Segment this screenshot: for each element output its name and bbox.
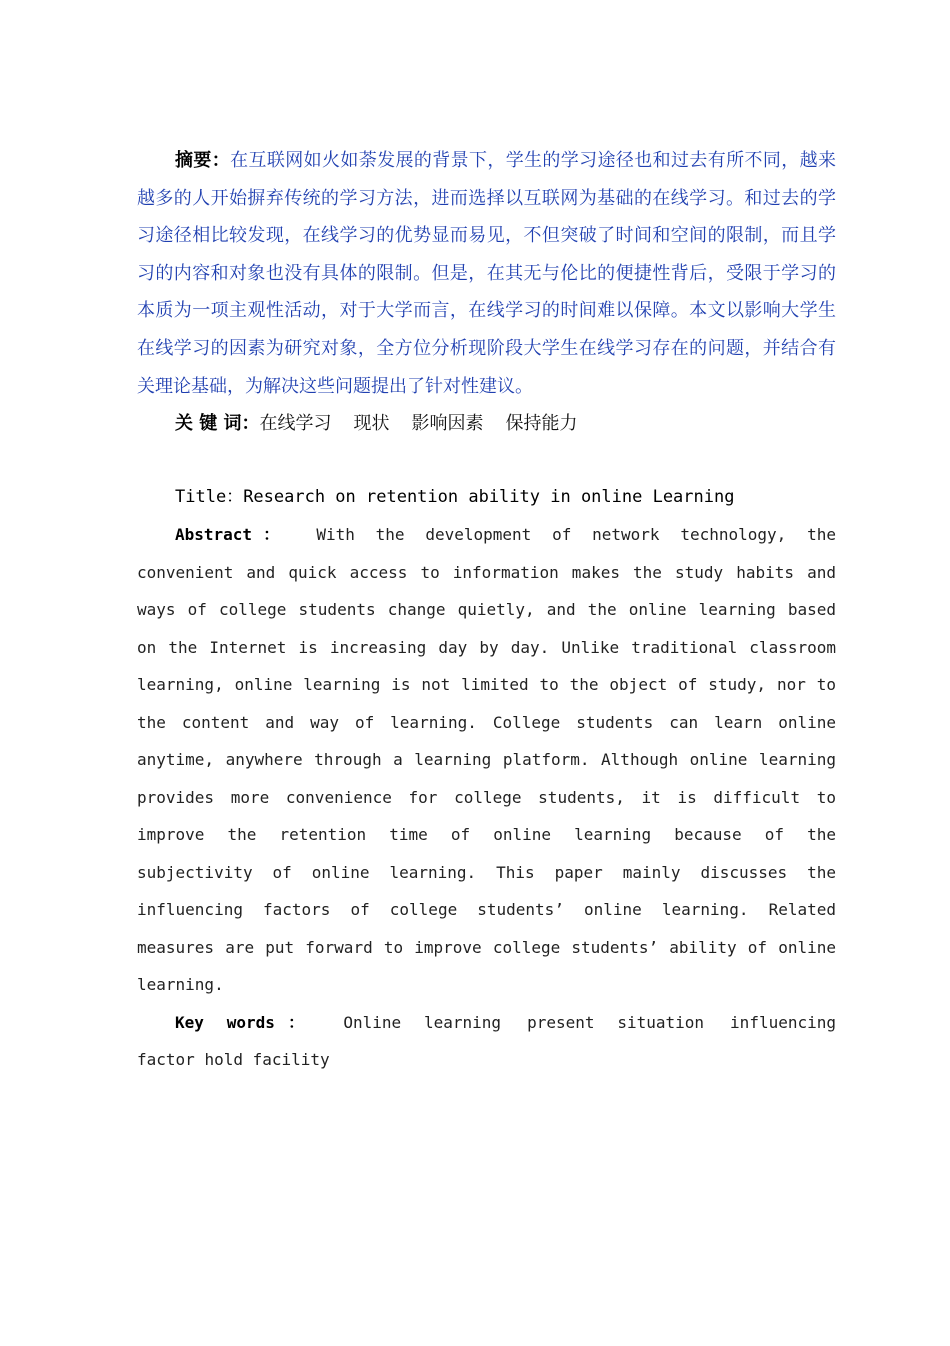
en-keyword: Online learning: [343, 1012, 502, 1032]
en-keywords-line: [137, 1004, 836, 1079]
cn-abstract-text: 在互联网如火如荼发展的背景下，学生的学习途径也和过去有所不同，越来越多的人开始摒弃传统的学习方法，进而选择以互联网为基础的在线学习。和过去的学习途径相比较发现，在线学习的优势显而易见，不但突破了时间和空间的限制，而且学习的内容和对象也没有具体的限制。但是，在其无与伦比的便捷性背后，受限于学习的本质为一项主观性活动，对于大学而言，在线学习的时间难以保障。本文以影响大学生在线学习的因素为研究对象，全方位分析现阶段大学生在线学习存在的问题，并结合有关理论基础，为解决这些问题提出了针对性建议。: [137, 150, 837, 397]
en-abstract-paragraph: [137, 516, 836, 1004]
cn-abstract-paragraph: [137, 142, 836, 405]
en-keyword: present situation: [527, 1012, 705, 1032]
cn-abstract-label: 摘要：: [175, 150, 231, 171]
abstract-section: [137, 142, 836, 1079]
en-keyword: influencing factor: [137, 1012, 837, 1070]
en-keywords-label: Key words：: [175, 1012, 318, 1032]
en-keyword: hold facility: [204, 1050, 330, 1070]
cn-keywords-line: [137, 405, 836, 443]
en-title-text: Research on retention ability in online Learning: [243, 486, 735, 507]
cn-keyword: 保持能力: [505, 413, 578, 435]
en-abstract-label: Abstract：: [175, 525, 291, 545]
cn-keywords-label: 关 键 词：: [175, 413, 260, 435]
en-abstract-text: With the development of network technology, the convenient and quick access to information makes the study habits and ways of college students change quietly, and the online learning based on the Internet is increasing day by day. Unlike traditional classroom learning, online learning is not limited to the object of study, nor to the content and way of learning. College students can learn online anytime, anywhere through a learning platform. Although online learning provides more convenience for college students, it is difficult to improve the retention time of online learning because of the subjectivity of online learning. This paper mainly discusses the influencing factors of college students’ online learning. Related measures are put forward to improve college students’ ability of online learning.: [137, 525, 836, 995]
cn-keyword: 在线学习: [259, 413, 332, 435]
cn-keyword: 现状: [353, 413, 390, 435]
en-title-label: Title：: [175, 486, 244, 507]
cn-keyword: 影响因素: [411, 413, 484, 435]
en-title-line: [137, 479, 836, 517]
